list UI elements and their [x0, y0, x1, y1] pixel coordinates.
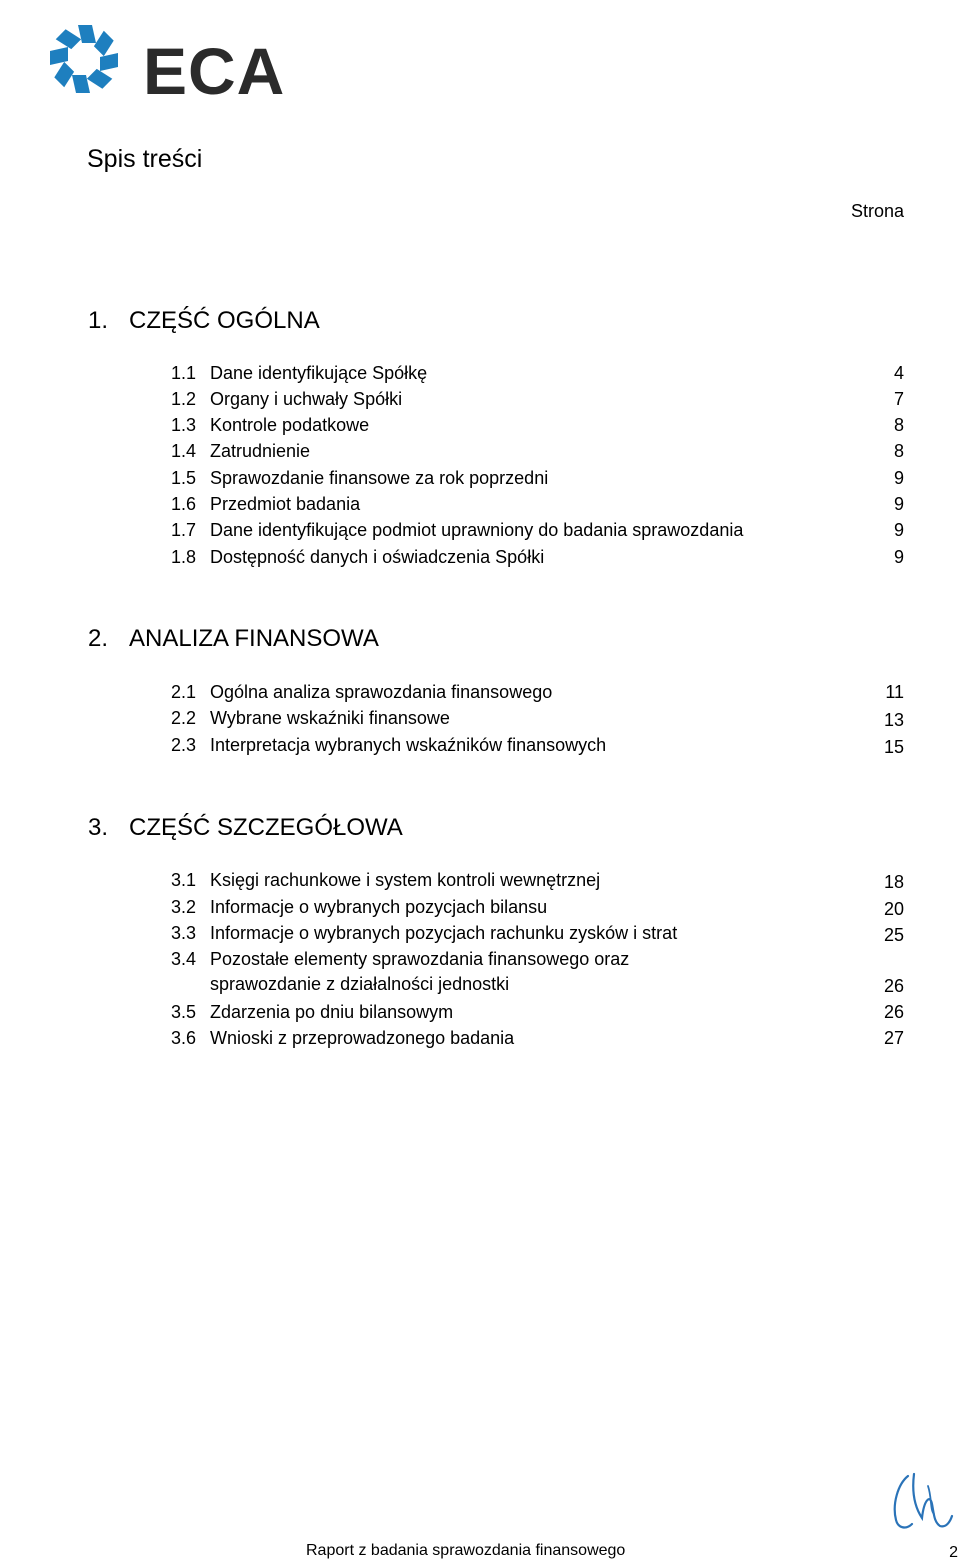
entry-page: 20: [883, 899, 904, 919]
entry-number: 3.1: [171, 870, 197, 890]
entry-number: 1.8: [171, 547, 197, 567]
star-blade: [91, 31, 116, 56]
star-blade: [87, 66, 112, 91]
entry-label: Organy i uchwały Spółki: [210, 389, 403, 409]
section-heading: [88, 306, 320, 336]
section-number: 3.: [88, 814, 109, 841]
entry-number: 1.7: [171, 520, 197, 540]
page-title: Spis treści: [87, 145, 203, 173]
entry-label: Dane identyfikujące Spółkę: [210, 363, 428, 383]
eca-logo: [42, 22, 286, 108]
footer-report-title: Raport z badania sprawozdania finansowego: [306, 1542, 626, 1559]
entry-number: 1.6: [171, 494, 197, 514]
entry-page: 25: [883, 925, 904, 945]
entry-page: 15: [883, 737, 904, 757]
entry-number: 3.5: [171, 1002, 197, 1022]
toc-entry[interactable]: [171, 948, 904, 998]
entry-page: 27: [883, 1028, 904, 1048]
entry-label: Przedmiot badania: [210, 494, 361, 514]
entry-number: 1.1: [171, 363, 197, 383]
star-blade: [56, 26, 81, 51]
entry-number: 3.6: [171, 1028, 197, 1048]
entry-label: Informacje o wybranych pozycjach rachunku zysków i strat: [210, 923, 678, 943]
entry-page: 7: [893, 389, 904, 409]
entry-number: 1.4: [171, 441, 197, 461]
entry-label: Zatrudnienie: [210, 441, 311, 461]
entry-number: 1.3: [171, 415, 197, 435]
entry-page: 8: [893, 415, 904, 435]
entry-number: 3.2: [171, 897, 197, 917]
entry-page: 9: [893, 468, 904, 488]
entry-page: 9: [893, 494, 904, 514]
section-heading: [88, 624, 379, 654]
entry-number: 1.2: [171, 389, 197, 409]
star-blade: [72, 75, 90, 93]
entry-number: 2.2: [171, 708, 197, 728]
entry-number: 2.1: [171, 682, 197, 702]
logo-text: ECA: [143, 34, 286, 108]
entry-page: 9: [893, 547, 904, 567]
entry-label: Sprawozdanie finansowe za rok poprzedni: [210, 468, 549, 488]
entry-label: Zdarzenia po dniu bilansowym: [210, 1002, 454, 1022]
section-number: 2.: [88, 625, 109, 652]
entry-page: 9: [893, 520, 904, 540]
entry-page: 18: [883, 872, 904, 892]
section-title: CZĘŚĆ OGÓLNA: [129, 307, 320, 334]
star-blade: [51, 62, 76, 87]
page-column-label: Strona: [850, 201, 904, 221]
entry-page: 13: [883, 710, 904, 730]
entry-label-line1: Pozostałe elementy sprawozdania finansowego oraz: [210, 949, 630, 969]
entry-number: 3.4: [171, 949, 197, 969]
entry-label: Informacje o wybranych pozycjach bilansu: [210, 897, 548, 917]
star-blade: [50, 47, 68, 65]
entry-label: Interpretacja wybranych wskaźników finansowych: [210, 735, 607, 755]
entry-label: Dostępność danych i oświadczenia Spółki: [210, 547, 545, 567]
entry-number: 1.5: [171, 468, 197, 488]
section-title: CZĘŚĆ SZCZEGÓŁOWA: [129, 814, 403, 841]
entry-page: 11: [885, 682, 904, 702]
entry-page: 4: [893, 363, 904, 383]
entry-page: 26: [883, 976, 904, 996]
entry-page: 8: [893, 441, 904, 461]
entry-page: 26: [883, 1002, 904, 1022]
entry-label: Ogólna analiza sprawozdania finansowego: [210, 682, 553, 702]
entry-label: Dane identyfikujące podmiot uprawniony do badania sprawozdania: [210, 520, 744, 540]
handwritten-signature-icon: [888, 1470, 954, 1536]
eca-star-icon: [42, 22, 128, 98]
entry-label: Wnioski z przeprowadzonego badania: [210, 1028, 515, 1048]
footer-page-number: 2: [949, 1544, 958, 1561]
entry-label: Wybrane wskaźniki finansowe: [210, 708, 450, 728]
entry-label: Kontrole podatkowe: [210, 415, 370, 435]
section-heading: [88, 813, 403, 843]
star-blade: [78, 25, 96, 43]
entry-label-line2: sprawozdanie z działalności jednostki: [210, 974, 510, 994]
entry-number: 3.3: [171, 923, 197, 943]
entry-number: 2.3: [171, 735, 197, 755]
section-title: ANALIZA FINANSOWA: [129, 625, 379, 652]
star-blade: [100, 53, 118, 71]
section-number: 1.: [88, 307, 109, 334]
entry-label: Księgi rachunkowe i system kontroli wewnętrznej: [210, 870, 601, 890]
